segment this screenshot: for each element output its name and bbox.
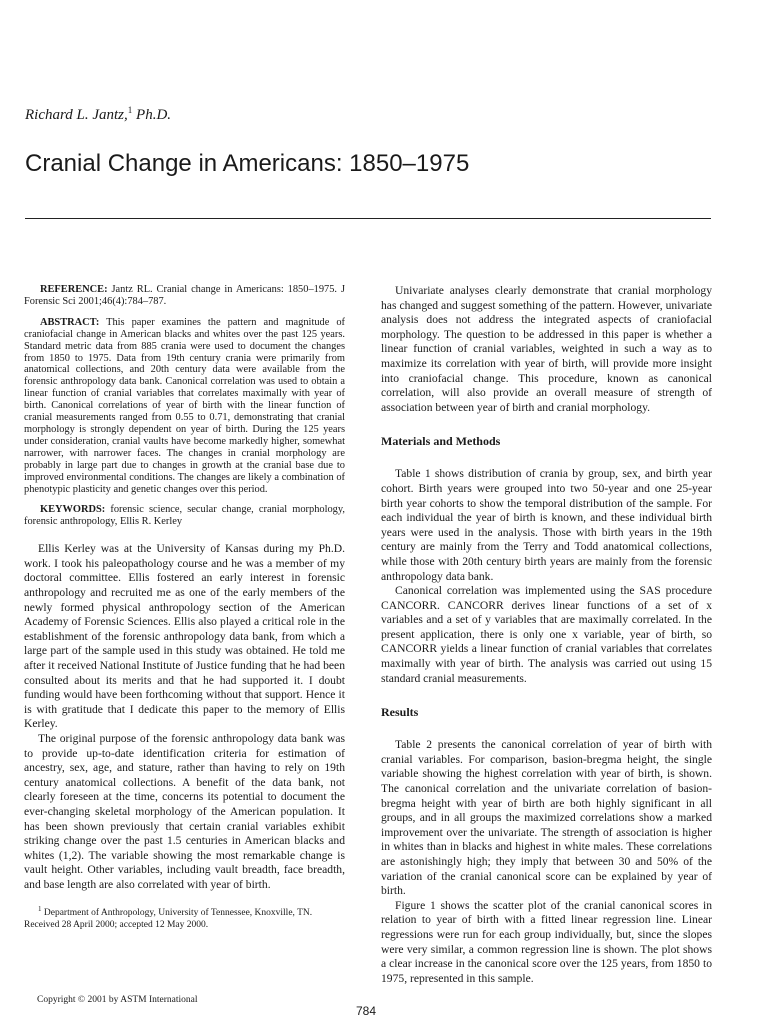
title-divider [25,218,711,219]
page-title: Cranial Change in Americans: 1850–1975 [25,150,470,177]
footnote-received: Received 28 April 2000; accepted 12 May 2000. [24,919,209,930]
author-affiliation-footnote [24,904,345,931]
results-paragraph: Figure 1 shows the scatter plot of the cranial canonical scores in relation to year of birth with a fitted linear regression line. Linear regressions were run for each group individually, but, since the slopes were very similar, a common regression line is shown. The plot shows a clear increase in the canonical score over the 125 years, from 1850 to 1975, represented in this sample. [381,898,712,985]
keywords-label: KEYWORDS: [40,504,106,516]
footnote-mark: 1 [38,905,42,914]
reference-label: REFERENCE: [40,284,108,295]
methods-paragraph: Canonical correlation was implemented using the SAS procedure CANCORR. CANCORR derives linear functions of a set of x variables and a set of y variables that are maximally correlated. In the present application, there is only one x variable, year of birth, so CANCORR yields a linear function of cranial variables that correlates maximally with year of birth. The analysis was carried out using 15 standard cranial measurements. [381,584,712,685]
body-paragraph: Ellis Kerley was at the University of Kansas during my Ph.D. work. I took his paleopathology course and he was a member of my doctoral committee. Ellis fostered an early interest in forensic anthropology and recruited me as one of the early members of the newly formed physical anthropology section of the American Academy of Forensic Sciences. Ellis also played a critical role in the establishment of the forensic anthropology data bank, from which a large part of the sample used in this study was obtained. He told me after it received National Institute of Justice funding that he had been consulted about its merits and that he had supported it. I doubt funding would have been forthcoming without that support. Hence it is with gratitude that I dedicate this paper to the memory of Ellis Kerley. [24,542,345,731]
section-heading-results: Results [381,705,419,720]
author-line [25,100,171,125]
abstract-label: ABSTRACT: [40,316,100,328]
reference-paragraph [24,284,345,308]
abstract-text: This paper examines the pattern and magnitude of craniofacial change in American blacks and whites over the past 125 years. Standard metric data from 885 crania were used to document the changes from 1850 to 1975. Data from 19th century crania were primarily from anatomical collections, and 20th century data were available from the forensic anthropology data bank. Canonical correlation was used to obtain a linear function of cranial variables that correlates maximally with year of birth. Canonical correlations of year of birth with the linear function of cranial measurements ranged from 0.55 to 0.71, demonstrating that cranial morphology is strongly dependent on year of birth. During the 125 years under consideration, cranial vaults have become markedly higher, somewhat narrower, with narrower faces. The changes in cranial morphology are probably in large part due to changes in growth at the cranial base due to improved environmental conditions. The changes are likely a combination of phenotypic plasticity and genetic changes over this period. [24,316,345,495]
author-footnote-mark: 1 [127,105,133,115]
results-paragraph: Table 2 presents the canonical correlation of year of birth with cranial variables. For comparison, basion-bregma height, the single variable showing the highest correlation with year of birth, is shown. The canonical correlation and the univariate correlation of basion-bregma height with year of birth are both highly significant in all groups, and in all groups the maximized correlations show a marked improvement over the univariate. The strength of association is higher in whites than in blacks and highest in white males. These correlations are astonishingly high; they imply that between 30 and 50% of the variation of the cranial canonical score can be explained by year of birth. [381,738,712,898]
section-heading-methods: Materials and Methods [381,434,501,449]
methods-paragraph: Table 1 shows distribution of crania by group, sex, and birth year cohort. Birth years were grouped into two 50-year and one 25-year birth year cohorts to show the temporal distribution of the sample. For each individual the year of birth is known, and these individual birth years were used in the analysis. Those with birth years in the 19th century are mainly from the Terry and Todd anatomical collections, while those with 20th century birth years are mainly from the forensic anthropology data bank. [381,467,712,583]
keywords-text: forensic science, secular change, cranial morphology, forensic anthropology, Ellis R. Kerley [24,504,345,528]
keywords-paragraph [24,504,345,528]
left-column [24,284,345,931]
author-degree: Ph.D. [136,107,172,123]
page-number: 784 [356,1004,377,1018]
abstract-paragraph [24,317,345,496]
body-paragraph: The original purpose of the forensic anthropology data bank was to provide up-to-date identification criteria for estimation of ancestry, sex, age, and stature, rather than having to rely on 19th century anatomical collections. A benefit of the data bank, not clearly foreseen at the time, concerns its potential to document the ever-changing skeletal morphology of the American population. It has been shown previously that certain cranial variables exhibit striking change over the past 1.5 centuries in American blacks and whites (1,2). The variable showing the most remarkable change is vault height. Other variables, including vault breadth, face breadth, and base length are also correlated with year of birth. [24,731,345,891]
footnote-text: Department of Anthropology, University of Tennessee, Knoxville, TN. [43,908,313,919]
right-column [381,284,712,986]
copyright-notice: Copyright © 2001 by ASTM International [37,995,198,1005]
intro-paragraph: Univariate analyses clearly demonstrate that cranial morphology has changed and suggest something of the pattern. However, univariate analysis does not address the integrated aspects of craniofacial morphology. The question to be addressed in this paper is whether a linear function of cranial variables, weighted in such a way as to maximize its correlation with year of birth, will provide more insight into craniofacial change. This procedure, known as canonical correlation, will also provide an overall measure of strength of association between year of birth and cranial morphology. [381,284,712,414]
reference-text: Jantz RL. Cranial change in Americans: 1850–1975. J Forensic Sci 2001;46(4):784–787. [24,284,345,307]
author-name: Richard L. Jantz, [25,107,128,123]
